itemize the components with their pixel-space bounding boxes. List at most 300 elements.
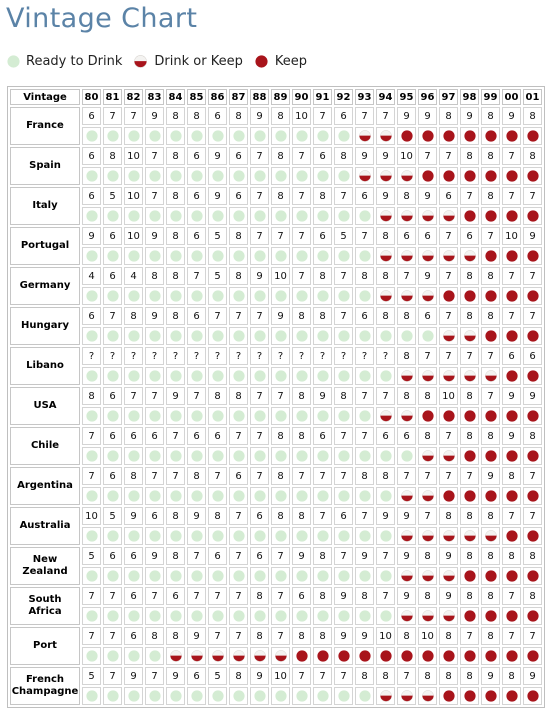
score-row: [10, 387, 542, 405]
status-cell: [502, 527, 521, 545]
status-cell: [187, 207, 206, 225]
ready-to-drink-icon: [86, 570, 98, 582]
year-header: 85: [187, 89, 206, 105]
ready-to-drink-icon: [338, 490, 350, 502]
ready-to-drink-icon: [233, 370, 245, 382]
status-cell: [271, 567, 290, 585]
score-cell: 6: [187, 427, 206, 445]
score-cell: 6: [103, 227, 122, 245]
status-cell: [271, 287, 290, 305]
status-cell: [271, 367, 290, 385]
status-cell: [82, 127, 101, 145]
ready-to-drink-icon: [86, 530, 98, 542]
status-cell: [313, 207, 332, 225]
status-cell: [229, 167, 248, 185]
score-cell: 8: [481, 107, 500, 125]
status-cell: [124, 367, 143, 385]
drink-or-keep-icon: [212, 650, 224, 662]
score-cell: 7: [124, 107, 143, 125]
score-cell: 9: [82, 227, 101, 245]
score-cell: 6: [145, 507, 164, 525]
score-cell: 8: [376, 667, 395, 685]
ready-to-drink-icon: [212, 330, 224, 342]
country-name-line: Spain: [29, 160, 61, 171]
keep-icon: [527, 410, 539, 422]
status-cell: [145, 407, 164, 425]
score-cell: 7: [334, 267, 353, 285]
drink-or-keep-icon: [422, 210, 434, 222]
score-cell: 9: [187, 627, 206, 645]
ready-to-drink-icon: [359, 570, 371, 582]
score-cell: 8: [145, 267, 164, 285]
ready-to-drink-icon: [107, 570, 119, 582]
status-cell: [82, 407, 101, 425]
status-cell: [523, 407, 542, 425]
ready-to-drink-icon: [317, 170, 329, 182]
status-cell: [481, 207, 500, 225]
country-name-line: Zealand: [22, 566, 68, 577]
status-row: [10, 247, 542, 265]
score-cell: 7: [292, 147, 311, 165]
score-cell: 7: [355, 107, 374, 125]
score-cell: 7: [250, 427, 269, 445]
status-cell: [250, 527, 269, 545]
score-cell: 6: [229, 467, 248, 485]
ready-to-drink-icon: [149, 170, 161, 182]
score-row: [10, 547, 542, 565]
ready-to-drink-icon: [107, 650, 119, 662]
keep-icon: [506, 490, 518, 502]
ready-to-drink-icon: [233, 490, 245, 502]
status-cell: [313, 247, 332, 265]
score-cell: 8: [376, 307, 395, 325]
score-cell: 8: [523, 547, 542, 565]
score-cell: 7: [481, 347, 500, 365]
status-cell: [418, 247, 437, 265]
status-cell: [397, 127, 416, 145]
status-cell: [103, 207, 122, 225]
score-cell: 8: [166, 187, 185, 205]
status-row: [10, 367, 542, 385]
status-cell: [523, 287, 542, 305]
score-cell: 8: [355, 267, 374, 285]
status-cell: [250, 407, 269, 425]
score-cell: 7: [481, 227, 500, 245]
status-cell: [355, 447, 374, 465]
keep-icon: [527, 370, 539, 382]
score-cell: 6: [313, 427, 332, 445]
status-cell: [271, 527, 290, 545]
score-cell: 7: [82, 467, 101, 485]
score-cell: 8: [460, 147, 479, 165]
score-cell: 7: [292, 467, 311, 485]
status-cell: [103, 447, 122, 465]
status-cell: [376, 447, 395, 465]
keep-icon: [527, 650, 539, 662]
ready-to-drink-icon: [149, 210, 161, 222]
legend-keep: [255, 54, 307, 69]
ready-to-drink-icon: [317, 530, 329, 542]
score-cell: 7: [355, 387, 374, 405]
status-cell: [460, 367, 479, 385]
country-label: [10, 347, 80, 385]
score-cell: 9: [502, 427, 521, 445]
country-name-line: USA: [33, 400, 57, 411]
ready-to-drink-icon: [317, 490, 329, 502]
status-cell: [187, 447, 206, 465]
ready-to-drink-icon: [338, 170, 350, 182]
keep-icon: [443, 490, 455, 502]
status-cell: [376, 487, 395, 505]
score-cell: 9: [376, 507, 395, 525]
status-cell: [418, 287, 437, 305]
status-cell: [250, 567, 269, 585]
ready-to-drink-icon: [296, 570, 308, 582]
status-cell: [439, 487, 458, 505]
status-cell: [187, 327, 206, 345]
country-label: [10, 147, 80, 185]
status-cell: [439, 687, 458, 705]
status-cell: [166, 207, 185, 225]
score-cell: 8: [460, 387, 479, 405]
year-header: 90: [292, 89, 311, 105]
score-cell: 8: [124, 307, 143, 325]
status-cell: [376, 367, 395, 385]
status-cell: [481, 287, 500, 305]
score-row: [10, 267, 542, 285]
score-cell: 8: [418, 427, 437, 445]
score-cell: 9: [334, 587, 353, 605]
status-cell: [145, 127, 164, 145]
status-cell: [292, 487, 311, 505]
score-cell: 7: [187, 547, 206, 565]
country-name-line: Italy: [32, 200, 58, 211]
status-cell: [313, 127, 332, 145]
ready-to-drink-icon: [170, 290, 182, 302]
ready-to-drink-icon: [149, 490, 161, 502]
ready-to-drink-icon: [275, 570, 287, 582]
score-cell: 6: [124, 427, 143, 445]
status-cell: [460, 447, 479, 465]
score-cell: 7: [355, 427, 374, 445]
ready-to-drink-icon: [338, 410, 350, 422]
score-cell: 9: [481, 667, 500, 685]
status-cell: [103, 287, 122, 305]
ready-to-drink-icon: [254, 490, 266, 502]
ready-to-drink-icon: [401, 330, 413, 342]
status-cell: [418, 447, 437, 465]
status-cell: [145, 567, 164, 585]
status-cell: [250, 127, 269, 145]
score-cell: 9: [166, 667, 185, 685]
score-cell: 7: [376, 107, 395, 125]
score-cell: 6: [145, 427, 164, 445]
score-cell: 7: [439, 267, 458, 285]
status-cell: [271, 407, 290, 425]
ready-to-drink-icon: [191, 370, 203, 382]
ready-to-drink-icon: [170, 530, 182, 542]
drink-or-keep-icon: [443, 450, 455, 462]
score-cell: 8: [481, 507, 500, 525]
status-cell: [502, 647, 521, 665]
ready-to-drink-icon: [149, 690, 161, 702]
ready-to-drink-icon: [296, 250, 308, 262]
keep-icon: [401, 650, 413, 662]
ready-to-drink-icon: [191, 570, 203, 582]
score-cell: 7: [502, 187, 521, 205]
status-cell: [229, 247, 248, 265]
score-cell: 9: [523, 667, 542, 685]
keep-icon: [359, 650, 371, 662]
status-cell: [313, 607, 332, 625]
score-cell: 7: [103, 627, 122, 645]
status-cell: [376, 407, 395, 425]
keep-icon: [506, 690, 518, 702]
status-cell: [376, 127, 395, 145]
status-cell: [355, 287, 374, 305]
status-cell: [103, 407, 122, 425]
score-cell: 8: [397, 187, 416, 205]
score-row: [10, 467, 542, 485]
keep-icon: [527, 290, 539, 302]
score-cell: 6: [124, 627, 143, 645]
ready-to-drink-icon: [359, 490, 371, 502]
year-header: 86: [208, 89, 227, 105]
status-cell: [103, 127, 122, 145]
ready-to-drink-icon: [191, 290, 203, 302]
drink-or-keep-icon: [422, 370, 434, 382]
country-name-line: Africa: [28, 606, 62, 617]
status-cell: [124, 607, 143, 625]
score-cell: 7: [313, 107, 332, 125]
status-cell: [187, 487, 206, 505]
score-cell: 10: [397, 147, 416, 165]
score-cell: 9: [355, 147, 374, 165]
score-cell: 7: [250, 467, 269, 485]
score-cell: 6: [334, 507, 353, 525]
status-cell: [418, 687, 437, 705]
country-name-line: Germany: [19, 280, 71, 291]
ready-to-drink-icon: [317, 290, 329, 302]
ready-to-drink-icon: [338, 370, 350, 382]
score-cell: 8: [502, 547, 521, 565]
drink-or-keep-icon: [134, 55, 147, 68]
score-cell: 8: [145, 627, 164, 645]
ready-to-drink-icon: [233, 170, 245, 182]
status-cell: [145, 527, 164, 545]
ready-to-drink-icon: [86, 370, 98, 382]
ready-to-drink-icon: [275, 450, 287, 462]
ready-to-drink-icon: [191, 530, 203, 542]
status-row: [10, 647, 542, 665]
year-header: 89: [271, 89, 290, 105]
status-cell: [145, 367, 164, 385]
status-cell: [145, 207, 164, 225]
score-cell: 8: [418, 587, 437, 605]
status-cell: [481, 367, 500, 385]
score-cell: 6: [103, 427, 122, 445]
ready-to-drink-icon: [149, 610, 161, 622]
ready-to-drink-icon: [380, 530, 392, 542]
status-cell: [439, 207, 458, 225]
score-cell: 6: [103, 267, 122, 285]
status-cell: [166, 687, 185, 705]
ready-to-drink-icon: [338, 690, 350, 702]
status-cell: [502, 207, 521, 225]
status-cell: [481, 687, 500, 705]
score-cell: 8: [376, 227, 395, 245]
keep-icon: [485, 450, 497, 462]
keep-icon: [527, 690, 539, 702]
status-cell: [103, 567, 122, 585]
score-cell: 8: [502, 667, 521, 685]
score-cell: 7: [208, 627, 227, 645]
ready-to-drink-icon: [254, 170, 266, 182]
score-cell: 7: [229, 627, 248, 645]
score-cell: ?: [313, 347, 332, 365]
ready-to-drink-icon: [317, 330, 329, 342]
ready-to-drink-icon: [170, 570, 182, 582]
score-cell: 6: [250, 507, 269, 525]
score-cell: 9: [187, 507, 206, 525]
status-cell: [187, 607, 206, 625]
keep-icon: [527, 450, 539, 462]
keep-icon: [443, 690, 455, 702]
score-cell: 7: [313, 507, 332, 525]
score-cell: 6: [418, 307, 437, 325]
drink-or-keep-icon: [464, 250, 476, 262]
status-cell: [271, 207, 290, 225]
status-cell: [208, 167, 227, 185]
keep-icon: [422, 170, 434, 182]
ready-to-drink-icon: [254, 690, 266, 702]
score-cell: 6: [103, 547, 122, 565]
drink-or-keep-icon: [401, 250, 413, 262]
country-label: [10, 667, 80, 705]
score-cell: 7: [418, 467, 437, 485]
keep-icon: [443, 290, 455, 302]
ready-to-drink-icon: [296, 290, 308, 302]
status-cell: [82, 167, 101, 185]
status-cell: [481, 127, 500, 145]
score-cell: 7: [523, 187, 542, 205]
ready-to-drink-icon: [128, 130, 140, 142]
status-cell: [208, 687, 227, 705]
score-row: [10, 227, 542, 245]
score-cell: 7: [292, 187, 311, 205]
ready-to-drink-icon: [233, 130, 245, 142]
status-cell: [397, 167, 416, 185]
score-cell: 5: [82, 547, 101, 565]
ready-to-drink-icon: [86, 210, 98, 222]
keep-icon: [506, 130, 518, 142]
score-cell: 6: [229, 147, 248, 165]
score-cell: 9: [292, 547, 311, 565]
ready-to-drink-icon: [107, 530, 119, 542]
drink-or-keep-icon: [464, 530, 476, 542]
ready-to-drink-icon: [149, 330, 161, 342]
score-cell: 6: [229, 187, 248, 205]
keep-icon: [506, 370, 518, 382]
ready-to-drink-icon: [128, 250, 140, 262]
score-cell: 8: [355, 467, 374, 485]
ready-to-drink-icon: [191, 450, 203, 462]
ready-to-drink-icon: [254, 290, 266, 302]
status-cell: [481, 167, 500, 185]
status-cell: [166, 287, 185, 305]
ready-to-drink-icon: [128, 650, 140, 662]
score-cell: 8: [523, 147, 542, 165]
status-cell: [439, 447, 458, 465]
status-cell: [334, 687, 353, 705]
status-cell: [124, 287, 143, 305]
ready-to-drink-icon: [338, 210, 350, 222]
score-cell: 8: [334, 147, 353, 165]
score-cell: 6: [460, 227, 479, 245]
status-cell: [229, 127, 248, 145]
keep-icon: [443, 410, 455, 422]
keep-icon: [506, 610, 518, 622]
score-cell: ?: [208, 347, 227, 365]
keep-icon: [443, 170, 455, 182]
score-cell: 8: [166, 147, 185, 165]
score-cell: 8: [229, 107, 248, 125]
ready-to-drink-icon: [338, 250, 350, 262]
ready-to-drink-icon: [359, 330, 371, 342]
score-cell: 8: [439, 107, 458, 125]
score-cell: 6: [187, 667, 206, 685]
score-cell: 6: [397, 427, 416, 445]
score-cell: 8: [418, 387, 437, 405]
status-cell: [145, 687, 164, 705]
keep-icon: [464, 290, 476, 302]
status-cell: [292, 287, 311, 305]
status-cell: [313, 287, 332, 305]
score-cell: 9: [397, 587, 416, 605]
status-cell: [292, 447, 311, 465]
ready-to-drink-icon: [128, 330, 140, 342]
drink-or-keep-icon: [464, 370, 476, 382]
year-header: 84: [166, 89, 185, 105]
ready-to-drink-icon: [380, 490, 392, 502]
ready-to-drink-icon: [212, 170, 224, 182]
status-cell: [208, 327, 227, 345]
keep-icon: [317, 650, 329, 662]
ready-to-drink-icon: [170, 210, 182, 222]
year-header: 91: [313, 89, 332, 105]
status-cell: [376, 287, 395, 305]
keep-icon: [464, 490, 476, 502]
status-cell: [145, 287, 164, 305]
status-cell: [418, 407, 437, 425]
year-header: 99: [481, 89, 500, 105]
ready-to-drink-icon: [380, 330, 392, 342]
score-cell: 8: [166, 307, 185, 325]
score-cell: 6: [418, 227, 437, 245]
status-cell: [292, 327, 311, 345]
status-cell: [355, 367, 374, 385]
score-cell: 10: [439, 387, 458, 405]
score-cell: 8: [523, 427, 542, 445]
status-cell: [376, 327, 395, 345]
score-cell: 7: [229, 427, 248, 445]
status-cell: [271, 647, 290, 665]
status-cell: [523, 327, 542, 345]
status-cell: [418, 207, 437, 225]
score-cell: 7: [397, 667, 416, 685]
score-cell: 8: [502, 467, 521, 485]
status-cell: [334, 607, 353, 625]
